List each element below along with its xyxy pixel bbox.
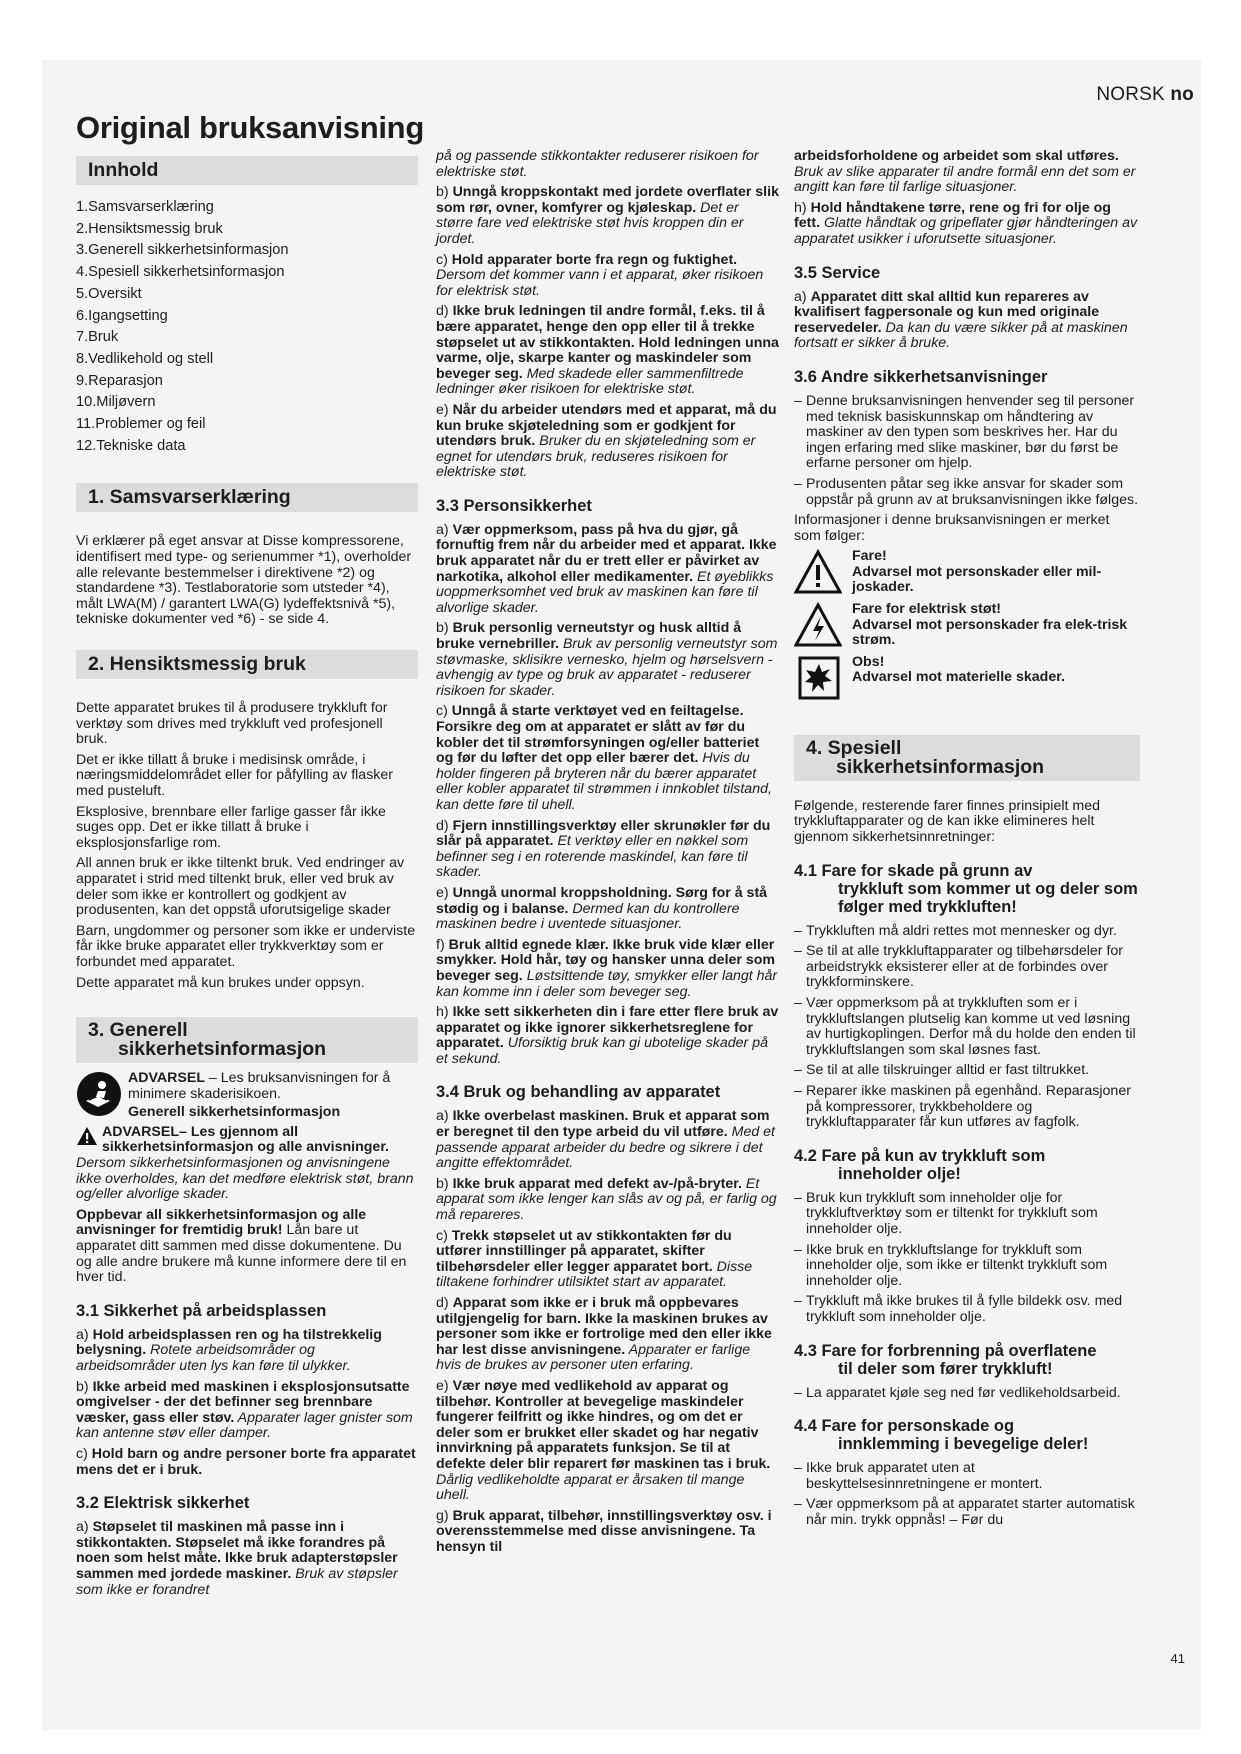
- page-title: Original bruksanvisning: [76, 110, 424, 145]
- rule-item: h) Ikke sett sikkerheten din i fare etter flere bruk av apparatet og ikke ignorer sikkerhetsreglene for apparatet. Uforsiktig bruk kan gi ubotelige skader på et sekund.: [436, 1004, 779, 1067]
- rule-item: a) Støpselet til maskinen må passe inn i stikkontakten. Støpselet må ikke forandres på noen som helst måte. Ikke bruk adapterstøpsler sammen med jordede maskiner. Bruk av støpsler som ikke er forandret: [76, 1519, 398, 1598]
- general-safety-label: Generell sikkerhetsinformasjon: [128, 1104, 341, 1121]
- section-2-paragraph: Barn, ungdommer og personer som ikke er underviste får ikke bruke apparatet eller trykkverktøy som er forbundet med apparatet.: [76, 922, 416, 970]
- column-1: [76, 156, 418, 1603]
- rule-item: b) Unngå kroppskontakt med jordete overflater slik som rør, ovner, komfyrer og kjøleskap. Det er større fare ved elektriske støt hvis kroppen din er jordet.: [436, 184, 779, 247]
- section-2-heading: 2. Hensiktsmessig bruk: [76, 650, 418, 679]
- read-manual-warning: ADVARSEL – Les bruksanvisningen for å minimere skaderisikoen. Generell sikkerhetsinformasjon: [76, 1071, 418, 1121]
- rule-item: f) Bruk alltid egnede klær. Ikke bruk vide klær eller smykker. Hold hår, tøy og hansker unna deler som beveger seg. Løstsittende tøy, smykker eller langt hår kan komme inn i deler som beveger seg.: [436, 936, 778, 1000]
- section-4-2-heading: 4.2 Fare på kun av trykkluft som inneholder olje!: [794, 1146, 1046, 1183]
- list-item: – Vær oppmerksom på at apparatet starter automatisk når min. trykk oppnås! – Før du: [794, 1497, 1140, 1528]
- read-manual-icon: [76, 1071, 122, 1117]
- language-indicator: NORSK no: [1096, 84, 1194, 105]
- info-text: Informasjoner i denne bruksanvisningen er merket som følger:: [794, 512, 1110, 544]
- section-4-intro: Følgende, resterende farer finnes prinsipielt med trykkluftapparater og de kan ikke elimineres helt gjennom sikkerhetsinnretninger:: [794, 797, 1100, 846]
- toc-item[interactable]: 10.Miljøvern: [76, 394, 156, 411]
- section-3-heading: 3. Generell sikkerhetsinformasjon: [76, 1017, 418, 1063]
- rule-item: a) Hold arbeidsplassen ren og ha tilstrekkelig belysning. Rotete arbeidsområder og arbeidsområder uten lys kan føre til ulykker.: [76, 1326, 382, 1374]
- general-warning: ADVARSEL– Les gjennom all sikkerhetsinformasjon og alle anvisninger. Dersom sikkerhetsinformasjonen og anvisningene ikke overholdes, kan det medføre elektrisk støt, brann og/eller alvorlige skader.: [76, 1123, 414, 1203]
- rule-item: a) Vær oppmerksom, pass på hva du gjør, gå fornuftig frem når du arbeider med et apparat. Ikke bruk apparatet når du er trett eller er påvirket av narkotika, alkohol eller medikamenter. Et øyeblikks uoppmerksomhet ved bruk av maskinen kan føre til alvorlige skader.: [436, 521, 777, 616]
- toc-item[interactable]: 5.Oversikt: [76, 285, 142, 302]
- rule-item: b) Ikke arbeid med maskinen i eksplosjonsutsatte omgivelser - der det befinner seg brennbare væsker, gass eller støv. Apparater lager gnister som kan antenne støv eller damper.: [76, 1378, 413, 1442]
- toc-item[interactable]: 11.Problemer og feil: [76, 416, 206, 433]
- dash-list: [794, 1461, 1140, 1528]
- list-item: – Ikke bruk en trykkluftslange for trykkluft som inneholder olje, som ikke er tiltenkt trykkluft som inneholder olje.: [794, 1243, 1140, 1290]
- dash-list: [794, 1386, 1140, 1402]
- list-item: – Ikke bruk apparatet uten at beskyttelsesinnretningene er montert.: [794, 1461, 1140, 1492]
- section-3-6-heading: 3.6 Andre sikkerhetsanvisninger: [794, 367, 1048, 386]
- rule-item: b) Bruk personlig verneutstyr og husk alltid å bruke vernebriller. Bruk av personlig verneutstyr som støvmaske, sklisikre vernesko, hjelm og hørselsvern - avhengig av type og bruk av apparatet - reduserer risikoen for skader.: [436, 620, 778, 699]
- section-3-2-heading: 3.2 Elektrisk sikkerhet: [76, 1494, 250, 1513]
- section-2-paragraph: Eksplosive, brennbare eller farlige gasser får ikke suges opp. Det er ikke tillatt å bruke i eksplosjonsfarlige rom.: [76, 803, 386, 851]
- rule-item: c) Unngå å starte verktøyet ved en feiltagelse. Forsikre deg om at apparatet er slått av før du kobler det til strømforsyningen og/eller batteriet og før du løfter det opp eller bærer det. Hvis du holder fingeren på bryteren når du bærer apparatet eller kobler apparatet til strømmen i innkoblet tilstand, kan dette føre til uhell.: [436, 703, 772, 813]
- page-number: 41: [1170, 1651, 1185, 1666]
- section-2-paragraph: Dette apparatet brukes til å produsere trykkluft for verktøy som drives med trykkluft ved profesjonell bruk.: [76, 700, 388, 748]
- rule-item: d) Ikke bruk ledningen til andre formål, f.eks. til å bære apparatet, henge den opp eller til å trekke støpselet ut av stikkontakten. Hold ledningen unna varme, olje, skarpe kanter og maskindeler som beveger seg. Med skadede eller sammenfiltrede ledninger øker risikoen for elektriske støt.: [436, 303, 779, 398]
- column-3: [794, 149, 1140, 1533]
- section-1-text: Vi erklærer på eget ansvar at Disse kompressorene, identifisert med type- og serienummer *1), overholder alle relevante bestemmelser i direktivene *2) og standardene *3). Testlaboratorie som utsteder *4), målt LWA(M) / garantert LWA(G) lydeffektsnivå *5), tekniske dokumenter ved *6) - se side 4.: [76, 533, 412, 628]
- section-4-4-heading: 4.4 Fare for personskade og innklemming i bevegelige deler!: [794, 1417, 1089, 1454]
- list-item: – Bruk kun trykkluft som inneholder olje for trykkluftverktøy som er tiltenkt for trykkluft som inneholder olje.: [794, 1191, 1140, 1238]
- rule-item: b) Ikke bruk apparat med defekt av-/på-bryter. Et apparat som ikke lenger kan slås av og på, er farlig og må repareres.: [436, 1175, 777, 1224]
- rule-item: g) Bruk apparat, tilbehør, innstillingsverktøy osv. i overensstemmelse med disse anvisningene. Ta hensyn til: [436, 1507, 772, 1555]
- material-damage-icon: [794, 655, 842, 701]
- list-item: – Trykkluft må ikke brukes til å fylle bildekk osv. med trykkluft som inneholder olje.: [794, 1294, 1140, 1325]
- toc-item[interactable]: 7.Bruk: [76, 329, 119, 346]
- section-4-1-heading: 4.1 Fare for skade på grunn av trykkluft som kommer ut og deler som følger med trykkluften!: [794, 861, 1138, 916]
- section-3-4-heading: 3.4 Bruk og behandling av apparatet: [436, 1083, 721, 1102]
- toc-item[interactable]: 4.Spesiell sikkerhetsinformasjon: [76, 264, 285, 281]
- continued-text: på og passende stikkontakter reduserer risikoen for elektriske støt.: [436, 148, 759, 180]
- section-4-heading: 4. Spesiell sikkerhetsinformasjon: [794, 735, 1140, 781]
- rule-item: d) Fjern innstillingsverktøy eller skrunøkler før du slår på apparatet. Et verktøy eller en nøkkel som befinner seg i en roterende maskindel, kan føre til skader.: [436, 817, 771, 881]
- electric-shock-icon: [794, 602, 842, 648]
- section-3-1-heading: 3.1 Sikkerhet på arbeidsplassen: [76, 1301, 327, 1320]
- dash-list: [794, 924, 1140, 1131]
- section-2-paragraph: Dette apparatet må kun brukes under oppsyn.: [76, 974, 365, 991]
- table-of-contents: [76, 197, 418, 457]
- column-2: [436, 149, 779, 1561]
- warning-triangle-icon: [76, 1126, 98, 1146]
- section-4-3-heading: 4.3 Fare for forbrenning på overflatene til deler som fører trykkluft!: [794, 1341, 1097, 1378]
- continued-text: arbeidsforholdene og arbeidet som skal utføres. Bruk av slike apparater til andre formål enn det som er angitt kan føre til farlige situasjoner.: [794, 148, 1136, 196]
- list-item: – Se til at alle tilskruinger alltid er fast tiltrukket.: [794, 1063, 1140, 1079]
- rule-item: a) Ikke overbelast maskinen. Bruk et apparat som er beregnet til den type arbeid du vil utføre. Med et passende apparat arbeider du bedre og sikrere i det angitte effektområdet.: [436, 1108, 776, 1172]
- toc-item[interactable]: 2.Hensiktsmessig bruk: [76, 220, 223, 237]
- symbol-danger: Fare! Advarsel mot personskader eller mil-joskader.: [794, 549, 1140, 596]
- keep-instructions: Oppbevar all sikkerhetsinformasjon og alle anvisninger for fremtidig bruk! Lån bare ut apparatet ditt sammen med disse dokumentene. Du og alle andre brukere må kunne informere dere til en hver tid.: [76, 1206, 407, 1286]
- rule-item: d) Apparat som ikke er i bruk må oppbevares utilgjengelig for barn. Ikke la maskinen brukes av personer som ikke er fortrolige med den eller ikke har lest disse anvisningene. Apparater er farlige hvis de brukes av personer uten erfaring.: [436, 1295, 772, 1374]
- section-3-3-heading: 3.3 Personsikkerhet: [436, 496, 592, 515]
- toc-item[interactable]: 9.Reparasjon: [76, 372, 163, 389]
- danger-triangle-icon: [794, 549, 842, 595]
- rule-item: e) Vær nøye med vedlikehold av apparat og tilbehør. Kontroller at bevegelige maskindeler fungerer feilfritt og ikke hindres, og om det er deler som er brukket eller skadet og har negativ innvirkning på apparatets funksjon. Se til at defekte deler blir reparert før maskinen tas i bruk. Dårlig vedlikeholdte apparat er årsaken til mange uhell.: [436, 1377, 771, 1504]
- list-item: – Vær oppmerksom på at trykkluften som er i trykkluftslangen plutselig kan komme ut ved løsning av hurtigkoplingen. Derfor må du holde den enden til trykkluftslangen som skal løsnes fast.: [794, 996, 1140, 1058]
- section-2-paragraph: Det er ikke tillatt å bruke i medisinsk område, i næringsmiddelområdet eller for påfylling av flasker med pusteluft.: [76, 751, 393, 799]
- toc-item[interactable]: 12.Tekniske data: [76, 437, 186, 454]
- list-item: – Produsenten påtar seg ikke ansvar for skader som oppstår på grunn av at bruksanvisningen ikke følges.: [794, 477, 1140, 508]
- toc-item[interactable]: 8.Vedlikehold og stell: [76, 350, 214, 367]
- rule-item: c) Trekk støpselet ut av stikkontakten før du utfører innstillinger på apparatet, skifter tilbehørsdeler eller legger apparatet bort. Disse tiltakene forhindrer utilsiktet start av apparatet.: [436, 1227, 753, 1291]
- dash-list: [794, 1191, 1140, 1326]
- section-2-paragraph: All annen bruk er ikke tiltenkt bruk. Ved endringer av apparatet i strid med tiltenkt bruk, eller ved bruk av deler som ikke er kontrollert og godkjent av produsenten, kan det oppstå uforutsigelige skader: [76, 855, 405, 919]
- rule-item: c) Hold apparater borte fra regn og fuktighet. Dersom det kommer vann i et apparat, øker risikoen for elektrisk støt.: [436, 251, 764, 299]
- symbol-caution: Obs! Advarsel mot materielle skader.: [794, 655, 1140, 701]
- dash-list: [794, 394, 1140, 508]
- rule-item: a) Apparatet ditt skal alltid kun repareres av kvalifisert fagpersonale og kun med originale reservedeler. Da kan du være sikker på at maskinen fortsatt er sikker å bruke.: [794, 288, 1128, 352]
- rule-item: e) Når du arbeider utendørs med et apparat, må du kun bruke skjøteledning som er godkjent for utendørs bruk. Bruker du en skjøteledning som er egnet for utendørs bruk, reduseres risikoen for elektriske støt.: [436, 401, 777, 481]
- symbol-electric: Fare for elektrisk støt! Advarsel mot personskader fra elek-trisk strøm.: [794, 602, 1140, 649]
- section-1-heading: 1. Samsvarserklæring: [76, 483, 418, 512]
- section-3-5-heading: 3.5 Service: [794, 263, 881, 282]
- list-item: – Trykkluften må aldri rettes mot mennesker og dyr.: [794, 924, 1140, 940]
- toc-item[interactable]: 6.Igangsetting: [76, 307, 168, 324]
- list-item: – Denne bruksanvisningen henvender seg til personer med teknisk basiskunnskap om håndtering av maskiner av den typen som beskrives her. Har du ingen erfaring med slike maskiner, bør du først be erfarne personer om hjelp.: [794, 394, 1140, 472]
- rule-item: e) Unngå unormal kroppsholdning. Sørg for å stå stødig og i balanse. Dermed kan du kontrollere maskinen bedre i uventede situasjoner.: [436, 884, 768, 933]
- list-item: – Reparer ikke maskinen på egenhånd. Reparasjoner på kompressorer, trykkbeholdere og trykkluftapparater får kun utføres av fagfolk.: [794, 1084, 1140, 1131]
- rule-item: c) Hold barn og andre personer borte fra apparatet mens det er i bruk.: [76, 1445, 416, 1478]
- toc-heading: Innhold: [76, 156, 418, 185]
- list-item: – La apparatet kjøle seg ned før vedlikeholdsarbeid.: [794, 1386, 1140, 1402]
- toc-item[interactable]: 1.Samsvarserklæring: [76, 199, 214, 215]
- list-item: – Se til at alle trykkluftapparater og tilbehørsdeler for arbeidstrykk eksisterer eller at de forbindes over trykkforminskere.: [794, 944, 1140, 991]
- rule-item: h) Hold håndtakene tørre, rene og fri for olje og fett. Glatte håndtak og gripeflater gjør håndteringen av apparatet usikker i uforutsette situasjoner.: [794, 199, 1138, 247]
- toc-item[interactable]: 3.Generell sikkerhetsinformasjon: [76, 242, 289, 259]
